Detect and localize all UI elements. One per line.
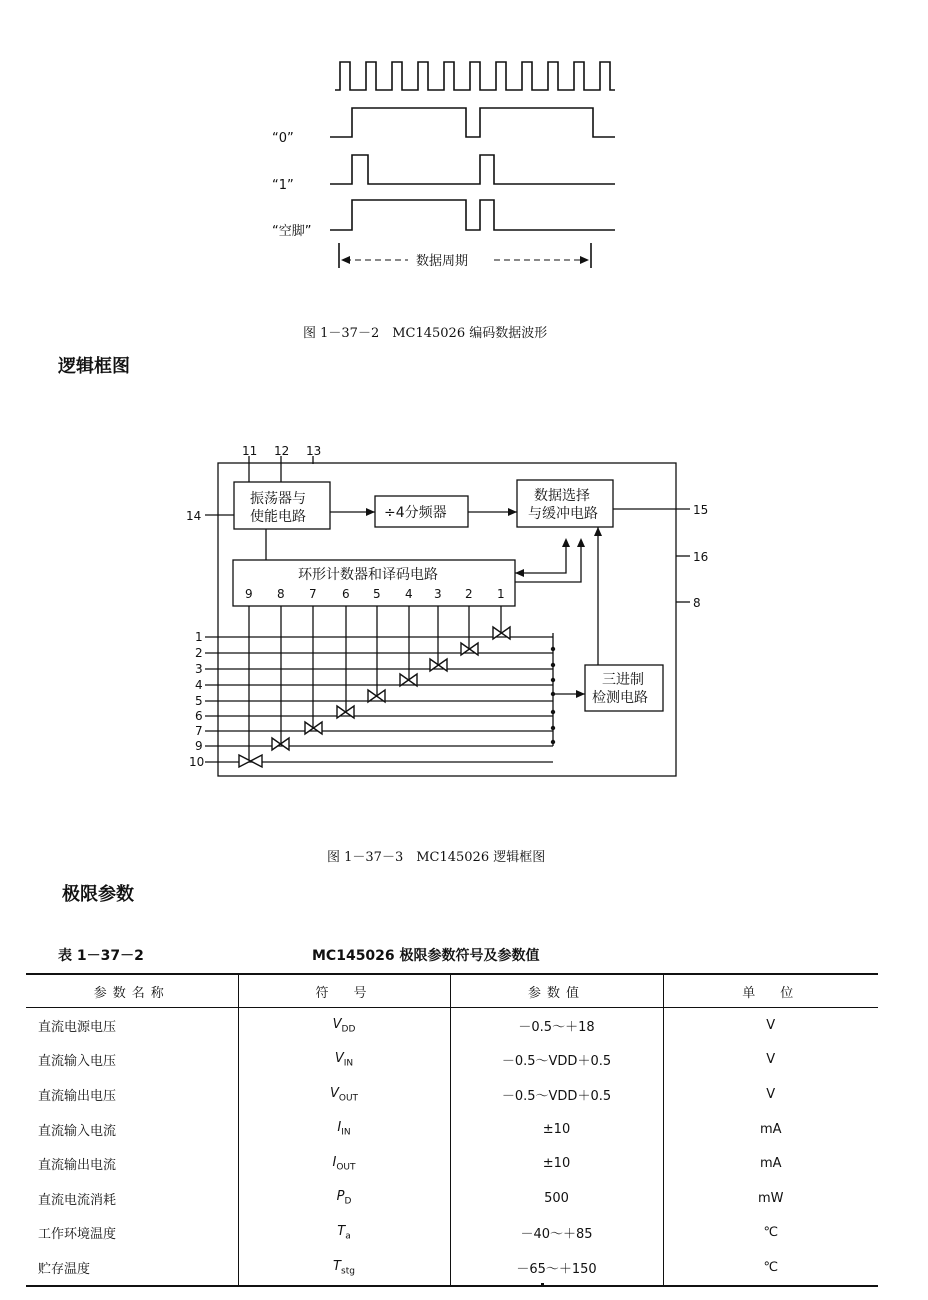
open-pin-label: “空脚” (272, 224, 312, 239)
header-unit: 单 位 (663, 975, 878, 1008)
table-header-row (26, 975, 878, 1008)
symbol-subscript: a (345, 1231, 351, 1242)
symbol-letter: P (336, 1189, 345, 1205)
one-label: “1” (272, 178, 294, 193)
param-value: －40～＋85 (450, 1216, 663, 1251)
table-row (26, 1008, 878, 1043)
limits-table (26, 975, 878, 1285)
param-name: 工作环境温度 (38, 1227, 117, 1243)
oscillator-label-1: 振荡器与 (250, 491, 306, 507)
pin-15: 15 (693, 503, 709, 517)
param-symbol (238, 1077, 450, 1112)
param-name: 直流输出电压 (38, 1088, 117, 1104)
symbol-letter: I (337, 1120, 342, 1136)
param-value: －65～＋150 (450, 1250, 663, 1285)
param-name: 直流电源电压 (38, 1019, 117, 1035)
section-heading-logic: 逻辑框图 (58, 356, 130, 377)
symbol-subscript: D (344, 1197, 352, 1208)
address-pin: 7 (195, 724, 203, 738)
counter-output: 5 (373, 587, 381, 601)
limits-table-wrapper (26, 973, 878, 1287)
data-select-label-2: 与缓冲电路 (528, 506, 598, 522)
param-value: ±10 (450, 1146, 663, 1181)
symbol-letter: V (332, 1016, 342, 1032)
address-pin: 1 (195, 630, 203, 644)
param-symbol (238, 1146, 450, 1181)
pin-16: 16 (693, 550, 709, 564)
param-symbol (238, 1250, 450, 1285)
pin-11: 11 (242, 444, 258, 458)
counter-output: 2 (465, 587, 473, 601)
table-row (26, 1181, 878, 1216)
counter-output: 1 (497, 587, 505, 601)
param-name: 直流输出电流 (38, 1158, 117, 1174)
counter-output: 6 (342, 587, 350, 601)
address-pin: 4 (195, 678, 203, 692)
param-name: 直流输入电压 (38, 1054, 117, 1070)
address-pin: 6 (195, 709, 203, 723)
ternary-label-1: 三进制 (602, 672, 644, 688)
data-select-label-1: 数据选择 (534, 488, 590, 504)
symbol-subscript: OUT (338, 1093, 359, 1104)
page-mark (541, 1283, 544, 1286)
figure-caption-2: 图 1－37－3 MC145026 逻辑框图 (327, 850, 546, 865)
ring-counter-label: 环形计数器和译码电路 (298, 567, 438, 583)
address-pin: 5 (195, 694, 203, 708)
ternary-label-2: 检测电路 (592, 690, 648, 706)
param-symbol (238, 1112, 450, 1147)
table-title: MC145026 极限参数符号及参数值 (312, 948, 540, 964)
pin-13: 13 (306, 444, 322, 458)
figure-caption-1: 图 1－37－2 MC145026 编码数据波形 (303, 326, 548, 341)
counter-output: 3 (434, 587, 442, 601)
pin-14: 14 (186, 509, 202, 523)
header-name: 参数名称 (26, 975, 238, 1008)
table-number: 表 1－37－2 (58, 948, 144, 964)
param-unit: V (663, 1008, 878, 1043)
pin-8: 8 (693, 596, 701, 610)
table-row (26, 1043, 878, 1078)
symbol-subscript: IN (343, 1058, 354, 1069)
section-heading-limits: 极限参数 (62, 884, 134, 905)
param-unit: ℃ (663, 1216, 878, 1251)
symbol-subscript: OUT (336, 1162, 356, 1173)
address-pin: 3 (195, 662, 203, 676)
table-row (26, 1077, 878, 1112)
address-pin: 10 (189, 755, 205, 769)
counter-output: 7 (309, 587, 317, 601)
symbol-subscript: IN (341, 1127, 351, 1138)
symbol-letter: I (332, 1154, 337, 1170)
header-value: 参数值 (450, 975, 663, 1008)
symbol-subscript: stg (341, 1266, 355, 1277)
table-row (26, 1112, 878, 1147)
param-name: 贮存温度 (38, 1261, 91, 1277)
param-value: 500 (450, 1181, 663, 1216)
address-pin: 2 (195, 646, 203, 660)
counter-output: 4 (405, 587, 413, 601)
symbol-subscript: DD (341, 1024, 356, 1035)
param-value: －0.5～VDD＋0.5 (450, 1043, 663, 1078)
table-row (26, 1146, 878, 1181)
param-symbol (238, 1216, 450, 1251)
param-symbol (238, 1043, 450, 1078)
symbol-letter: T (337, 1224, 346, 1240)
symbol-letter: V (334, 1051, 344, 1067)
table-row (26, 1216, 878, 1251)
period-label: 数据周期 (416, 254, 469, 269)
param-symbol (238, 1181, 450, 1216)
zero-label: “0” (272, 131, 294, 146)
param-unit: V (663, 1043, 878, 1078)
param-name: 直流输入电流 (38, 1123, 117, 1139)
param-value: －0.5～VDD＋0.5 (450, 1077, 663, 1112)
param-unit: mA (663, 1146, 878, 1181)
pin-12: 12 (274, 444, 290, 458)
header-symbol: 符 号 (238, 975, 450, 1008)
symbol-letter: V (329, 1085, 339, 1101)
param-value: ±10 (450, 1112, 663, 1147)
counter-output: 8 (277, 587, 285, 601)
counter-output: 9 (245, 587, 253, 601)
table-row (26, 1250, 878, 1285)
param-symbol (238, 1008, 450, 1043)
param-unit: mA (663, 1112, 878, 1147)
divider-label: ÷4分频器 (384, 505, 447, 521)
param-unit: V (663, 1077, 878, 1112)
param-name: 直流电流消耗 (38, 1192, 117, 1208)
param-value: －0.5～＋18 (450, 1008, 663, 1043)
address-pin: 9 (195, 739, 203, 753)
param-unit: ℃ (663, 1250, 878, 1285)
param-unit: mW (663, 1181, 878, 1216)
symbol-letter: T (333, 1258, 341, 1274)
oscillator-label-2: 使能电路 (250, 509, 306, 525)
